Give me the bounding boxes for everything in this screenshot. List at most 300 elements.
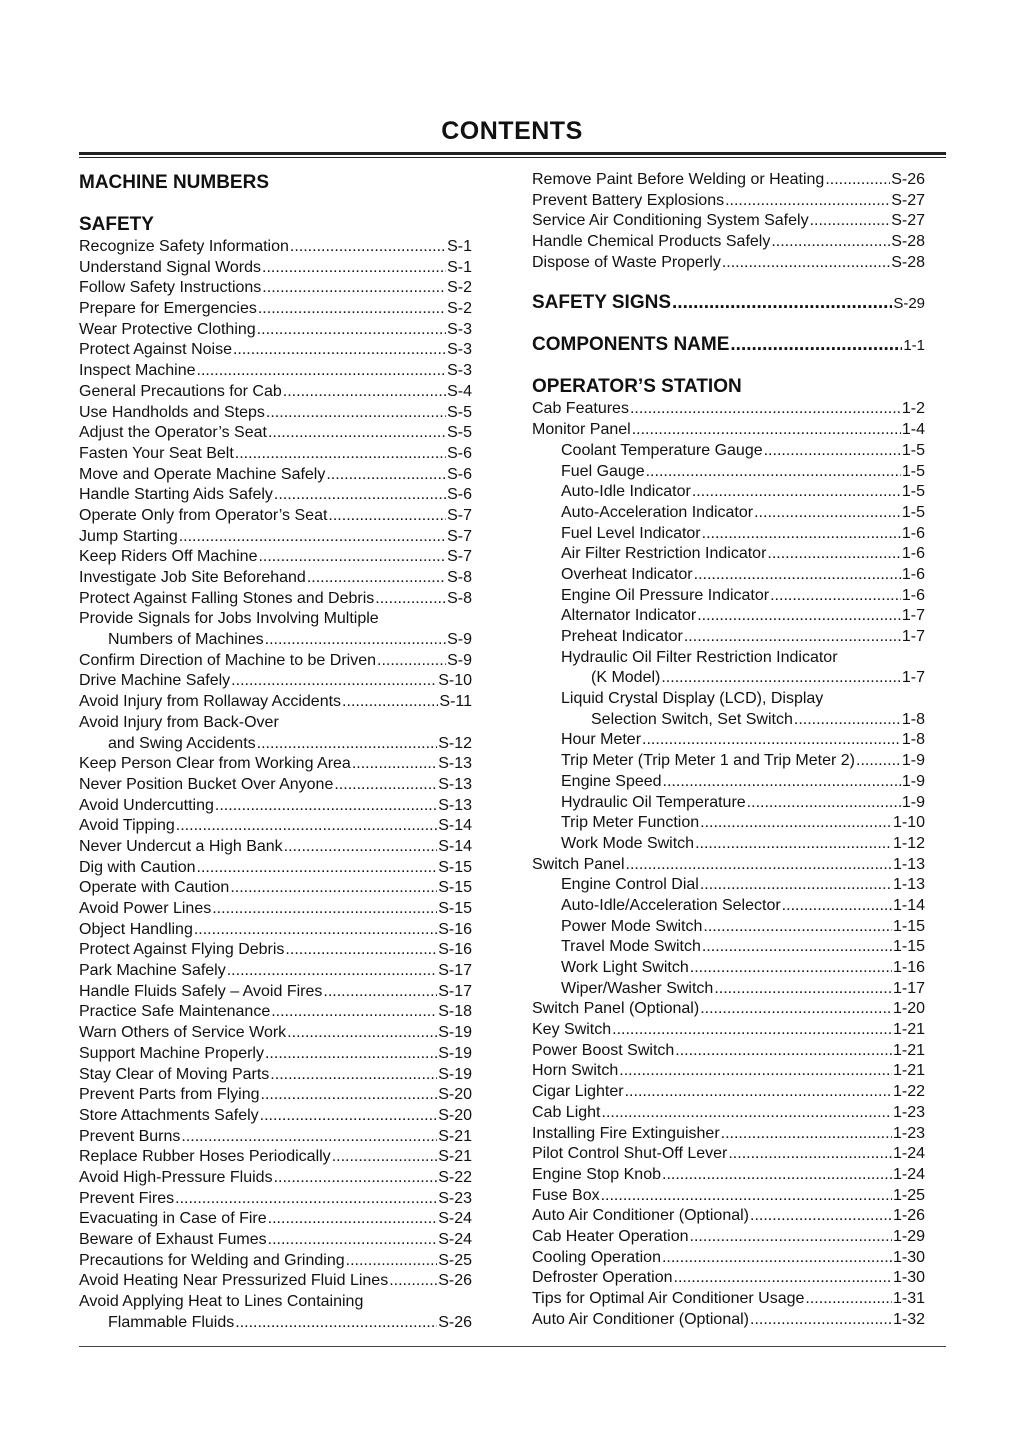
- toc-entry[interactable]: [532, 855, 925, 876]
- dot-leader: [754, 503, 901, 524]
- toc-entry[interactable]: [532, 253, 925, 274]
- toc-entry[interactable]: [532, 1289, 925, 1310]
- toc-entry[interactable]: [79, 589, 472, 610]
- toc-entry[interactable]: [532, 420, 925, 441]
- toc-entry[interactable]: [532, 544, 925, 565]
- toc-entry-title: Stay Clear of Moving Parts: [79, 1065, 270, 1083]
- toc-entry[interactable]: [79, 444, 472, 465]
- toc-entry-page: 1-16: [892, 959, 925, 976]
- toc-entry-title: Keep Riders Off Machine: [79, 548, 258, 566]
- toc-entry[interactable]: [532, 1268, 925, 1289]
- toc-entry[interactable]: [79, 609, 472, 630]
- toc-entry-title: SAFETY SIGNS: [532, 292, 672, 314]
- dot-leader: [266, 403, 446, 424]
- toc-entry[interactable]: [532, 606, 925, 627]
- toc-entry-page: 1-5: [901, 503, 925, 521]
- toc-entry[interactable]: [79, 837, 472, 858]
- toc-entry-title: Hour Meter: [561, 731, 642, 749]
- toc-entry[interactable]: [532, 751, 925, 772]
- dot-leader: [197, 858, 438, 879]
- toc-entry-title: Prevent Fires: [79, 1189, 175, 1207]
- toc-entry-title: Precautions for Welding and Grinding: [79, 1251, 345, 1269]
- toc-entry-title: Prepare for Emergencies: [79, 300, 257, 318]
- toc-entry-title: Cigar Lighter: [532, 1083, 624, 1101]
- toc-entry[interactable]: [79, 340, 472, 361]
- toc-entry[interactable]: [532, 979, 925, 1000]
- toc-entry-page: S-25: [438, 1251, 472, 1269]
- toc-entry-page: S-3: [447, 341, 472, 359]
- toc-entry-page: S-21: [438, 1148, 472, 1166]
- dot-leader: [346, 1251, 438, 1272]
- toc-entry-page: S-27: [891, 212, 925, 230]
- toc-entry-page: 1-15: [892, 938, 925, 956]
- dot-leader: [692, 482, 901, 503]
- toc-entry[interactable]: [79, 1292, 472, 1313]
- dot-leader: [271, 1002, 437, 1023]
- toc-entry-title: Cooling Operation: [532, 1248, 661, 1266]
- toc-entry[interactable]: [532, 689, 925, 710]
- toc-entry-title: Auto-Idle/Acceleration Selector: [561, 896, 781, 914]
- toc-entry-page: S-24: [438, 1210, 472, 1228]
- toc-entry[interactable]: [79, 1168, 472, 1189]
- toc-entry[interactable]: [79, 692, 472, 713]
- page-title: CONTENTS: [441, 117, 583, 145]
- toc-entry[interactable]: [532, 648, 925, 669]
- toc-entry-title: Avoid Injury from Rollaway Accidents: [79, 693, 342, 711]
- toc-entry-title: Handle Starting Aids Safely: [79, 486, 273, 504]
- toc-entry-title: Fuse Box: [532, 1186, 600, 1204]
- contents-right-column: [532, 170, 925, 1330]
- toc-entry[interactable]: [79, 547, 472, 568]
- toc-entry[interactable]: [79, 320, 472, 341]
- toc-entry[interactable]: [79, 465, 472, 486]
- toc-entry-page: 1-6: [901, 524, 925, 542]
- toc-entry[interactable]: [79, 920, 472, 941]
- dot-leader: [258, 299, 446, 320]
- toc-entry-page: 1-21: [892, 1041, 925, 1059]
- toc-entry[interactable]: [532, 1020, 925, 1041]
- toc-entry-title: Travel Mode Switch: [561, 938, 701, 956]
- toc-entry-page: 1-29: [892, 1227, 925, 1245]
- toc-entry-page: 1-6: [901, 565, 925, 583]
- toc-entry[interactable]: [532, 462, 925, 483]
- dot-leader: [825, 170, 890, 191]
- toc-entry-page: 1-5: [901, 441, 925, 459]
- toc-entry-page: 1-32: [892, 1310, 925, 1328]
- toc-entry-title: Auto-Idle Indicator: [561, 483, 691, 501]
- toc-entry-page: 1-26: [892, 1207, 925, 1225]
- toc-entry-title: Numbers of Machines: [108, 631, 264, 649]
- toc-entry[interactable]: [79, 237, 472, 258]
- dot-leader: [197, 361, 447, 382]
- toc-entry-title: Horn Switch: [532, 1062, 619, 1080]
- toc-entry[interactable]: [532, 1248, 925, 1269]
- toc-entry-title: Fuel Gauge: [561, 462, 645, 480]
- toc-entry[interactable]: [79, 403, 472, 424]
- toc-entry-page: S-19: [438, 1024, 472, 1042]
- contents-left-column: [79, 170, 472, 1333]
- toc-entry-page: S-14: [438, 817, 472, 835]
- toc-entry-page: S-7: [447, 548, 472, 566]
- toc-entry[interactable]: [532, 937, 925, 958]
- toc-entry-page: S-15: [438, 900, 472, 917]
- toc-entry[interactable]: [532, 958, 925, 979]
- dot-leader: [767, 544, 900, 565]
- toc-entry[interactable]: [79, 734, 472, 755]
- dot-leader: [284, 837, 438, 858]
- toc-entry[interactable]: [532, 1124, 925, 1145]
- toc-entry-title: Replace Rubber Hoses Periodically: [79, 1148, 331, 1166]
- toc-entry[interactable]: [532, 627, 925, 648]
- dot-leader: [612, 1020, 892, 1041]
- toc-entry-title: Power Mode Switch: [561, 917, 703, 935]
- toc-entry-title: Remove Paint Before Welding or Heating: [532, 171, 825, 188]
- toc-entry-page: S-12: [438, 734, 472, 752]
- toc-entry-title: Work Light Switch: [561, 959, 689, 976]
- toc-entry-title: Switch Panel: [532, 855, 625, 873]
- toc-entry-page: 1-30: [892, 1248, 925, 1266]
- toc-entry-title: Never Position Bucket Over Anyone: [79, 775, 334, 793]
- dot-leader: [323, 982, 437, 1003]
- toc-entry-page: 1-6: [901, 586, 925, 604]
- toc-entry[interactable]: [532, 793, 925, 814]
- toc-entry-page: S-10: [438, 672, 472, 690]
- section-heading-machine-numbers[interactable]: MACHINE NUMBERS: [79, 172, 269, 193]
- dot-leader: [722, 253, 890, 274]
- dot-leader: [700, 813, 892, 834]
- toc-entry[interactable]: [532, 1144, 925, 1165]
- toc-entry[interactable]: [79, 796, 472, 817]
- toc-entry-title: Support Machine Properly: [79, 1044, 264, 1062]
- toc-entry[interactable]: [79, 1230, 472, 1251]
- toc-entry[interactable]: [532, 1103, 925, 1124]
- toc-entry[interactable]: [532, 441, 925, 462]
- toc-entry-page: S-18: [438, 1003, 472, 1021]
- toc-entry-page: S-26: [438, 1272, 472, 1290]
- toc-entry-title: Evacuating in Case of Fire: [79, 1210, 267, 1228]
- dot-leader: [179, 527, 446, 548]
- toc-entry-title: Handle Chemical Products Safely: [532, 233, 771, 251]
- toc-entry[interactable]: [532, 1165, 925, 1186]
- dot-leader: [730, 332, 902, 357]
- toc-entry-page: S-16: [438, 941, 472, 959]
- dot-leader: [714, 979, 892, 1000]
- dot-leader: [212, 899, 437, 920]
- toc-entry-page: 1-7: [901, 628, 925, 645]
- toc-entry[interactable]: [79, 1106, 472, 1127]
- section-heading-operators-station[interactable]: OPERATOR’S STATION: [532, 376, 742, 398]
- toc-entry-page: S-19: [438, 1065, 472, 1083]
- toc-entry-title: Avoid Applying Heat to Lines Containing: [79, 1293, 364, 1311]
- toc-entry[interactable]: [79, 1189, 472, 1210]
- dot-leader: [326, 465, 446, 486]
- toc-entry-title: Avoid Power Lines: [79, 900, 212, 917]
- dot-leader: [703, 917, 892, 938]
- toc-entry[interactable]: [79, 361, 472, 382]
- toc-entry-page: S-17: [438, 962, 472, 980]
- toc-entry[interactable]: [79, 816, 472, 837]
- toc-entry-title: Keep Person Clear from Working Area: [79, 755, 351, 773]
- dot-leader: [619, 1061, 892, 1082]
- dot-leader: [274, 1168, 438, 1189]
- toc-entry-page: 1-5: [901, 462, 925, 480]
- toc-entry-title: Drive Machine Safely: [79, 672, 231, 690]
- toc-entry-page: 1-15: [892, 917, 925, 935]
- toc-entry-page: 1-8: [901, 710, 925, 728]
- toc-entry-page: 1-13: [892, 855, 925, 873]
- toc-entry-page: S-5: [447, 403, 472, 421]
- toc-entry[interactable]: [532, 1041, 925, 1062]
- toc-entry-title: Trip Meter Function: [561, 814, 700, 832]
- toc-entry[interactable]: [79, 258, 472, 279]
- dot-leader: [307, 568, 446, 589]
- dot-leader: [260, 1106, 438, 1127]
- toc-entry-title: Liquid Crystal Display (LCD), Display: [561, 690, 824, 708]
- dot-leader: [782, 896, 892, 917]
- toc-entry[interactable]: [532, 524, 925, 545]
- toc-entry-title: Flammable Fluids: [108, 1313, 235, 1331]
- toc-entry-page: S-20: [438, 1106, 472, 1124]
- toc-entry-title: Store Attachments Safely: [79, 1106, 259, 1124]
- toc-entry[interactable]: [532, 1082, 925, 1103]
- toc-entry[interactable]: [79, 1147, 472, 1168]
- toc-entry-title: Pilot Control Shut-Off Lever: [532, 1145, 728, 1163]
- toc-entry-title: Prevent Parts from Flying: [79, 1086, 260, 1104]
- dot-leader: [270, 1065, 437, 1086]
- dot-leader: [231, 671, 437, 692]
- toc-entry[interactable]: [532, 1206, 925, 1227]
- toc-entry[interactable]: [532, 834, 925, 855]
- dot-leader: [175, 1189, 437, 1210]
- dot-leader: [675, 1041, 892, 1062]
- dot-leader: [265, 1044, 437, 1065]
- toc-entry-title: Avoid Heating Near Pressurized Fluid Lines: [79, 1272, 389, 1290]
- dot-leader: [697, 606, 901, 627]
- toc-entry-page: S-9: [447, 651, 472, 669]
- toc-entry[interactable]: [532, 482, 925, 503]
- toc-entry-page: 1-23: [892, 1103, 925, 1121]
- dot-leader: [810, 211, 891, 232]
- toc-entry-page: S-5: [447, 424, 472, 442]
- toc-entry-title: Never Undercut a High Bank: [79, 837, 283, 855]
- dot-leader: [700, 999, 892, 1020]
- toc-entry[interactable]: [532, 503, 925, 524]
- toc-entry[interactable]: [79, 671, 472, 692]
- dot-leader: [257, 734, 438, 755]
- dot-leader: [389, 1271, 437, 1292]
- toc-entry-title: Wiper/Washer Switch: [561, 979, 714, 997]
- toc-entry[interactable]: [79, 858, 472, 879]
- dot-leader: [690, 1227, 892, 1248]
- toc-entry-page: S-13: [438, 775, 472, 793]
- dot-leader: [770, 586, 901, 607]
- toc-entry[interactable]: [79, 506, 472, 527]
- dot-leader: [328, 506, 446, 527]
- dot-leader: [334, 775, 437, 796]
- toc-entry[interactable]: [79, 1044, 472, 1065]
- toc-entry-page: 1-10: [892, 814, 925, 832]
- toc-entry[interactable]: [532, 999, 925, 1020]
- toc-entry-page: 1-5: [901, 483, 925, 501]
- toc-entry[interactable]: [79, 1065, 472, 1086]
- dot-leader: [690, 958, 892, 979]
- toc-entry[interactable]: [79, 1127, 472, 1148]
- toc-entry-page: 1-2: [901, 400, 925, 418]
- toc-entry[interactable]: [79, 1023, 472, 1044]
- toc-entry-page: S-26: [438, 1313, 472, 1331]
- toc-entry[interactable]: [79, 878, 472, 899]
- toc-entry-page: S-15: [438, 858, 472, 876]
- toc-entry-title: Avoid High-Pressure Fluids: [79, 1168, 273, 1186]
- toc-entry[interactable]: [532, 1227, 925, 1248]
- toc-entry[interactable]: [532, 813, 925, 834]
- dot-leader: [262, 278, 446, 299]
- toc-entry[interactable]: [79, 1271, 472, 1292]
- toc-entry-components-name[interactable]: [532, 332, 925, 357]
- toc-entry-title: Tips for Optimal Air Conditioner Usage: [532, 1290, 805, 1307]
- toc-entry-page: 1-21: [892, 1062, 925, 1080]
- toc-entry[interactable]: [532, 1061, 925, 1082]
- toc-entry[interactable]: [532, 772, 925, 793]
- toc-entry-page: 1-22: [892, 1083, 925, 1101]
- toc-entry[interactable]: [79, 1209, 472, 1230]
- dot-leader: [332, 1147, 438, 1168]
- toc-entry[interactable]: [79, 899, 472, 920]
- toc-entry[interactable]: [79, 568, 472, 589]
- toc-entry[interactable]: [532, 1186, 925, 1207]
- toc-entry[interactable]: [532, 1310, 925, 1331]
- toc-entry[interactable]: [532, 565, 925, 586]
- dot-leader: [265, 630, 446, 651]
- toc-entry-page: S-20: [438, 1086, 472, 1104]
- toc-entry-title: Operate Only from Operator’s Seat: [79, 506, 328, 524]
- toc-entry[interactable]: [79, 485, 472, 506]
- toc-entry-title: Engine Speed: [561, 772, 662, 790]
- toc-entry[interactable]: [79, 754, 472, 775]
- toc-entry[interactable]: [79, 382, 472, 403]
- toc-entry-page: S-28: [891, 253, 925, 271]
- toc-entry-page: S-11: [439, 693, 472, 711]
- toc-entry-title: Understand Signal Words: [79, 258, 262, 276]
- dot-leader: [750, 1206, 892, 1227]
- toc-entry[interactable]: [79, 278, 472, 299]
- toc-entry[interactable]: [532, 586, 925, 607]
- toc-entry-page: 1-31: [892, 1290, 925, 1307]
- toc-entry[interactable]: [79, 775, 472, 796]
- dot-leader: [728, 1144, 892, 1165]
- toc-entry[interactable]: [532, 170, 925, 191]
- toc-entry-title: Move and Operate Machine Safely: [79, 465, 326, 483]
- toc-entry[interactable]: [532, 917, 925, 938]
- dot-leader: [258, 547, 446, 568]
- toc-entry[interactable]: [532, 191, 925, 212]
- toc-entry-page: S-17: [438, 982, 472, 1000]
- toc-entry[interactable]: [79, 1085, 472, 1106]
- toc-entry[interactable]: [532, 710, 925, 731]
- toc-entry[interactable]: [79, 961, 472, 982]
- dot-leader: [721, 1124, 892, 1145]
- toc-entry[interactable]: [532, 896, 925, 917]
- toc-entry-title: Monitor Panel: [532, 421, 631, 439]
- toc-entry-safety-signs[interactable]: [532, 290, 925, 315]
- toc-entry-title: Object Handling: [79, 920, 193, 938]
- toc-entry-title: Cab Features: [532, 400, 629, 418]
- toc-entry-title: General Precautions for Cab: [79, 382, 282, 400]
- toc-entry[interactable]: [79, 713, 472, 734]
- dot-leader: [285, 940, 437, 961]
- toc-entry-page: 1-12: [892, 834, 925, 852]
- toc-entry[interactable]: [79, 982, 472, 1003]
- dot-leader: [375, 589, 446, 610]
- dot-leader: [268, 423, 446, 444]
- toc-entry[interactable]: [532, 211, 925, 232]
- toc-entry[interactable]: [532, 668, 925, 689]
- toc-entry[interactable]: [79, 1313, 472, 1334]
- dot-leader: [702, 524, 901, 545]
- dot-leader: [194, 920, 437, 941]
- dot-leader: [377, 651, 446, 672]
- section-heading-safety[interactable]: SAFETY: [79, 214, 154, 235]
- dot-leader: [268, 1209, 438, 1230]
- toc-entry[interactable]: [79, 940, 472, 961]
- toc-entry-page: 1-7: [901, 607, 925, 625]
- toc-entry[interactable]: [532, 232, 925, 253]
- toc-entry-title: and Swing Accidents: [108, 734, 256, 752]
- toc-entry-page: 1-13: [892, 876, 925, 894]
- toc-entry-title: Dig with Caution: [79, 858, 196, 876]
- dot-leader: [672, 290, 892, 315]
- toc-entry[interactable]: [79, 1251, 472, 1272]
- toc-entry-title: Beware of Exhaust Fumes: [79, 1231, 267, 1248]
- toc-entry-title: Engine Oil Pressure Indicator: [561, 586, 770, 604]
- toc-entry[interactable]: [79, 423, 472, 444]
- dot-leader: [630, 399, 901, 420]
- toc-entry-page: S-24: [438, 1231, 472, 1248]
- toc-entry-title: Engine Stop Knob: [532, 1165, 661, 1183]
- toc-entry-page: S-13: [438, 796, 472, 814]
- toc-entry-page: 1-9: [901, 793, 925, 811]
- toc-entry[interactable]: [532, 730, 925, 751]
- toc-entry[interactable]: [79, 651, 472, 672]
- toc-entry-page: 1-14: [892, 896, 925, 914]
- dot-leader: [662, 1165, 892, 1186]
- toc-entry-page: S-3: [447, 320, 472, 338]
- toc-entry[interactable]: [532, 399, 925, 420]
- toc-entry-page: 1-21: [892, 1021, 925, 1039]
- toc-entry-page: S-1: [447, 258, 472, 276]
- safety-entry-list-continued: [532, 170, 925, 273]
- toc-entry-title: Handle Fluids Safely – Avoid Fires: [79, 982, 323, 1000]
- toc-entry[interactable]: [79, 630, 472, 651]
- dot-leader: [700, 875, 892, 896]
- toc-entry-title: COMPONENTS NAME: [532, 334, 730, 356]
- dot-leader: [287, 1023, 437, 1044]
- toc-entry-title: Cab Heater Operation: [532, 1227, 689, 1245]
- toc-entry[interactable]: [79, 1002, 472, 1023]
- dot-leader: [227, 961, 437, 982]
- dot-leader: [747, 793, 901, 814]
- toc-entry[interactable]: [532, 875, 925, 896]
- toc-entry-page: S-9: [447, 631, 472, 649]
- toc-entry-page: S-23: [438, 1189, 472, 1207]
- toc-entry-page: S-7: [447, 506, 472, 524]
- dot-leader: [684, 627, 901, 648]
- title-rule-thick: [79, 152, 946, 155]
- toc-entry[interactable]: [79, 299, 472, 320]
- toc-entry[interactable]: [79, 527, 472, 548]
- toc-entry-title: Practice Safe Maintenance: [79, 1003, 271, 1021]
- toc-entry-page: S-4: [447, 382, 472, 400]
